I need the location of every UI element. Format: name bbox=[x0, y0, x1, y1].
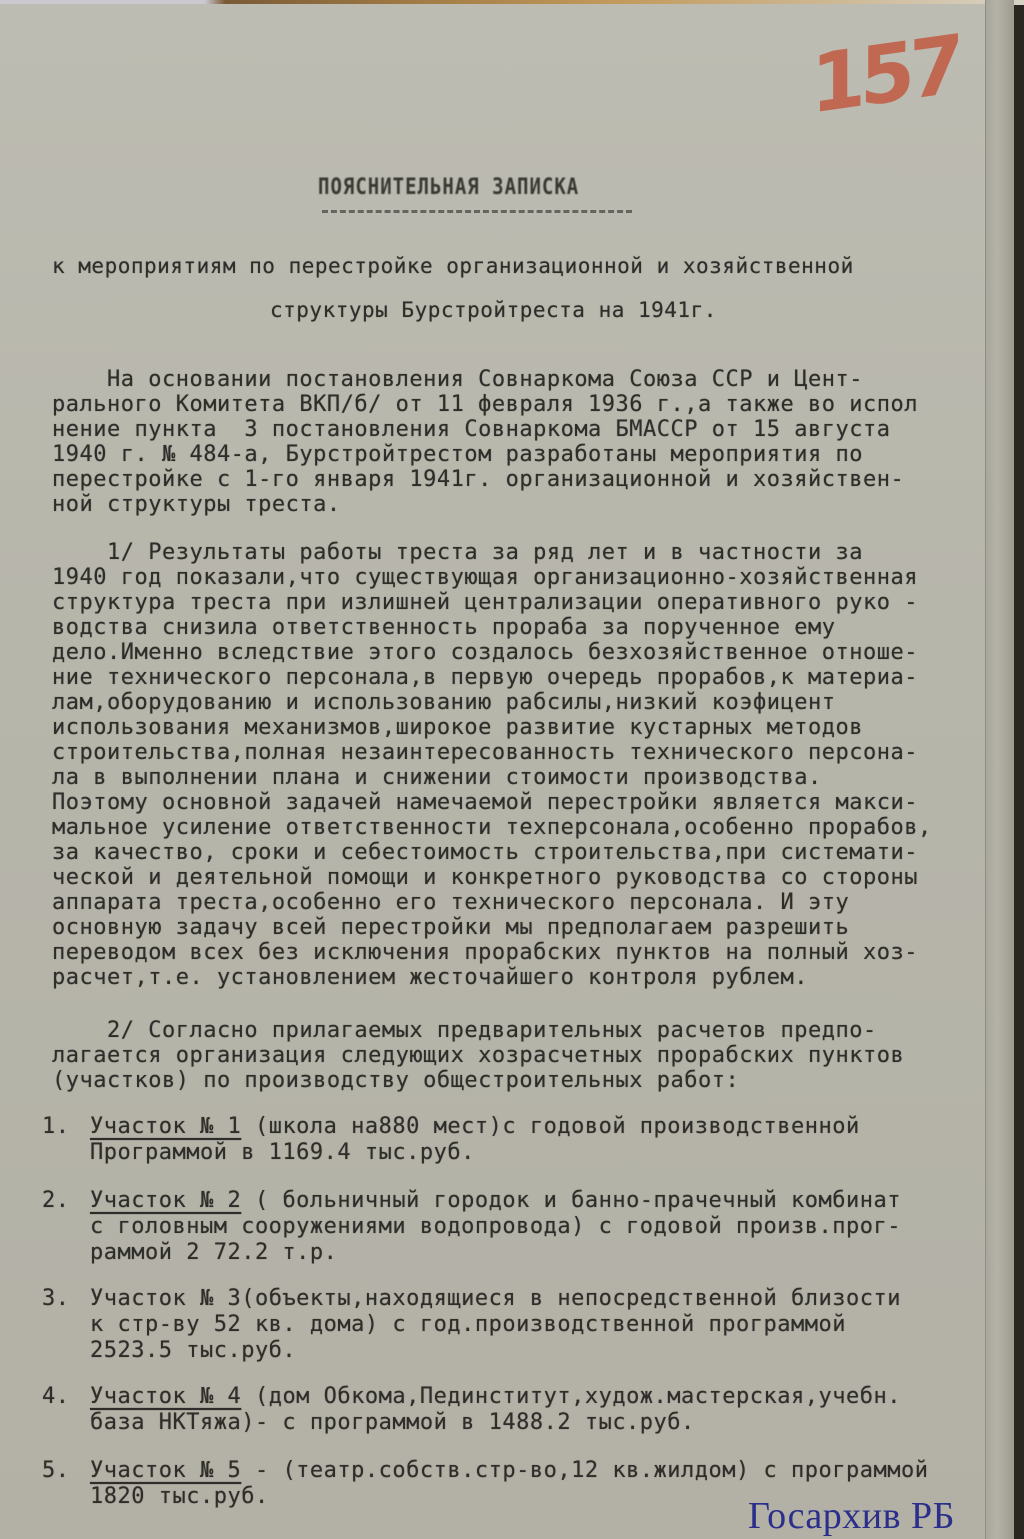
section1-line: 1940 год показали,что существующая организационно-хозяйственная bbox=[52, 565, 918, 590]
section2-line: 2/ Согласно прилагаемых предварительных расчетов предпо- bbox=[52, 1018, 877, 1043]
section2-line: (участков) по производству общестроительных работ: bbox=[52, 1068, 740, 1093]
section1-line: дело.Именно вследствие этого создалось безхозяйственное отноше- bbox=[52, 640, 918, 665]
site-label: Участок № 1 bbox=[90, 1114, 242, 1139]
site-description: 1820 тыс.руб. bbox=[90, 1484, 269, 1509]
site-description: с головным сооружениями водопровода) с годовой произв.прог- bbox=[90, 1214, 901, 1239]
section1-line: переводом всех без исключения прорабских пунктов на полный хоз- bbox=[52, 940, 918, 965]
subtitle-line-2: структуры Бурстройтреста на 1941г. bbox=[270, 298, 717, 322]
section1-line: основную задачу всей перестройки мы предполагаем разрешить bbox=[52, 915, 850, 940]
section1-line: за качество, сроки и себестоимость строительства,при системати- bbox=[52, 840, 918, 865]
section1-line: Поэтому основной задачей намечаемой перестройки является макси- bbox=[52, 790, 918, 815]
section1-line: мальное усиление ответственности техперсонала,особенно прорабов, bbox=[52, 815, 932, 840]
intro-line: 1940 г. № 484-а, Бурстройтрестом разработаны мероприятия по bbox=[52, 442, 863, 467]
intro-line: нение пункта 3 постановления Совнаркома БМАССР от 15 августа bbox=[52, 417, 891, 442]
site-number: 1. bbox=[42, 1114, 70, 1139]
intro-line: ной структуры треста. bbox=[52, 492, 341, 517]
page-edge bbox=[985, 0, 1014, 1539]
archive-watermark: Госархив РБ bbox=[748, 1495, 956, 1537]
section1-line: ческой и деятельной помощи и конкретного руководства со стороны bbox=[52, 865, 918, 890]
site-description: ( больничный городок и банно-прачечный комбинат bbox=[241, 1188, 901, 1213]
site-description: (объекты,находящиеся в непосредственной близости bbox=[241, 1286, 901, 1311]
folio-number: 157 bbox=[810, 17, 959, 132]
site-description: раммой 2 72.2 т.р. bbox=[90, 1240, 338, 1265]
site-label: Участок № 2 bbox=[90, 1188, 242, 1213]
section1-line: лам,оборудованию и использованию рабсилы,низкий коэфицент bbox=[52, 690, 836, 715]
subtitle-line-1: к мероприятиям по перестройке организационной и хозяйственной bbox=[52, 254, 854, 278]
site-label: Участок № 3 bbox=[90, 1286, 242, 1311]
site-description: - (театр.собств.стр-во,12 кв.жилдом) с программой bbox=[241, 1458, 929, 1483]
section1-line: использования механизмов,широкое развитие кустарных методов bbox=[52, 715, 863, 740]
section1-line: расчет,т.е. установлением жесточайшего контроля рублем. bbox=[52, 965, 808, 990]
site-number: 4. bbox=[42, 1384, 70, 1409]
section1-line: аппарата треста,особенно его технического персонала. И эту bbox=[52, 890, 850, 915]
section1-line: 1/ Результаты работы треста за ряд лет и в частности за bbox=[52, 540, 863, 565]
site-number: 5. bbox=[42, 1458, 70, 1483]
title-underline bbox=[322, 210, 632, 216]
section2-line: лагается организация следующих хозрасчетных прорабских пунктов bbox=[52, 1043, 905, 1068]
section1-line: ние технического персонала,в первую очередь прорабов,к материа- bbox=[52, 665, 918, 690]
site-label: Участок № 5 bbox=[90, 1458, 242, 1483]
section1-line: строительства,полная незаинтересованность технического персона- bbox=[52, 740, 918, 765]
site-number: 2. bbox=[42, 1188, 70, 1213]
intro-line: На основании постановления Совнаркома Союза ССР и Цент- bbox=[52, 367, 863, 392]
section1-line: ла в выполнении плана и снижении стоимости производства. bbox=[52, 765, 822, 790]
site-description: (дом Обкома,Пединститут,худож.мастерская,учебн. bbox=[241, 1384, 901, 1409]
document-title: ПОЯСНИТЕЛЬНАЯ ЗАПИСКА bbox=[318, 174, 580, 200]
section1-line: структура треста при излишней централизации оперативного руко - bbox=[52, 590, 918, 615]
site-label: Участок № 4 bbox=[90, 1384, 242, 1409]
site-description: Программой в 1169.4 тыс.руб. bbox=[90, 1140, 475, 1165]
section1-line: водства снизила ответственность прораба за порученное ему bbox=[52, 615, 836, 640]
site-description: (школа на880 мест)с годовой производственной bbox=[241, 1114, 860, 1139]
intro-line: перестройке с 1-го января 1941г. организационной и хозяйствен- bbox=[52, 467, 905, 492]
site-description: 2523.5 тыс.руб. bbox=[90, 1338, 297, 1363]
site-description: база НКТяжа)- с программой в 1488.2 тыс.руб. bbox=[90, 1410, 695, 1435]
intro-line: рального Комитета ВКП/б/ от 11 февраля 1936 г.,а также во испол bbox=[52, 392, 918, 417]
site-description: к стр-ву 52 кв. дома) с год.производственной программой bbox=[90, 1312, 846, 1337]
site-number: 3. bbox=[42, 1286, 70, 1311]
